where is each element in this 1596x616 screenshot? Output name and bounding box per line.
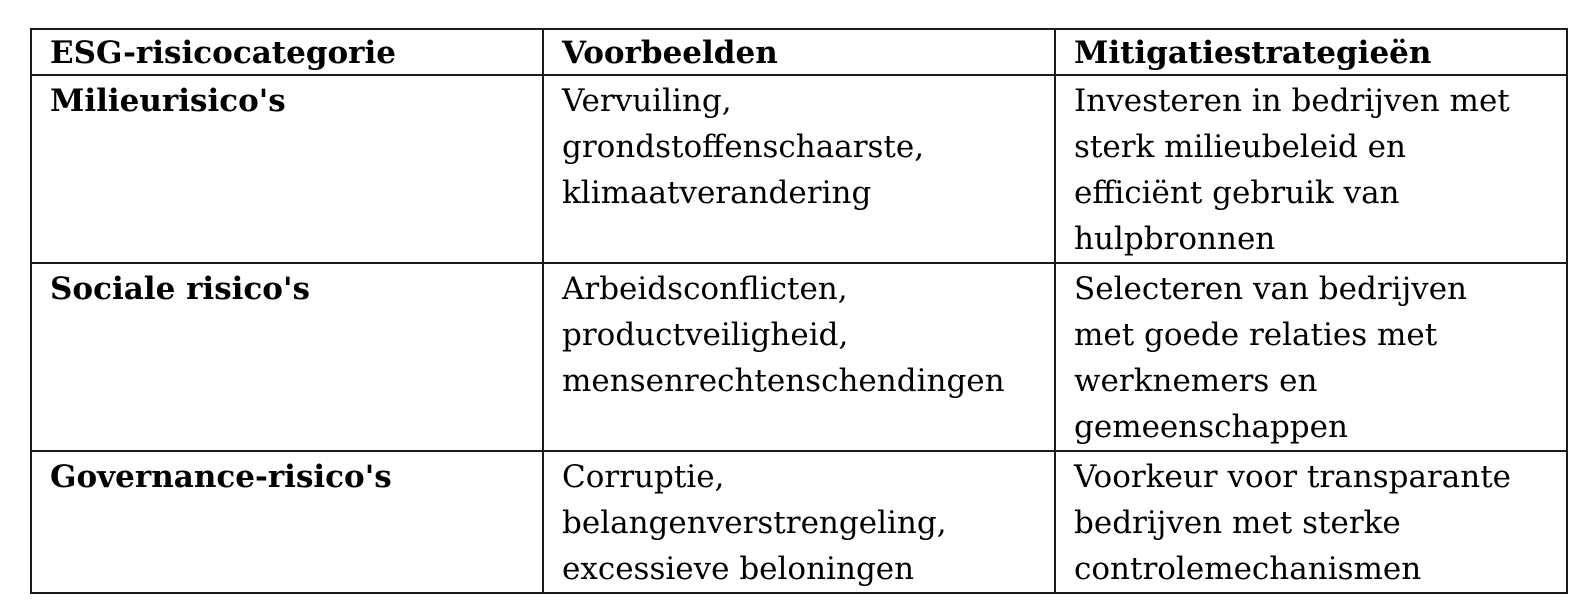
mitigation-line: Voorkeur voor transparante — [1074, 459, 1511, 495]
examples-line: mensenrechtenschendingen — [562, 363, 1005, 399]
row-mitigation — [1055, 75, 1567, 263]
mitigation-line: efficiënt gebruik van — [1074, 175, 1400, 211]
examples-line: Corruptie, — [562, 459, 725, 495]
mitigation-line: controlemechanismen — [1074, 551, 1422, 587]
row-examples — [543, 75, 1055, 263]
table-header-row — [31, 29, 1567, 75]
esg-risk-table — [30, 28, 1568, 594]
mitigation-line: sterk milieubeleid en — [1074, 129, 1406, 165]
examples-line: productveiligheid, — [562, 317, 849, 353]
column-header-mitigation: Mitigatiestrategieën — [1055, 29, 1567, 75]
mitigation-line: met goede relaties met — [1074, 317, 1438, 353]
table-row-social — [31, 263, 1567, 451]
mitigation-line: werknemers en — [1074, 363, 1318, 399]
column-header-examples: Voorbeelden — [543, 29, 1055, 75]
examples-line: Arbeidsconflicten, — [562, 271, 848, 307]
examples-line: belangenverstrengeling, — [562, 505, 947, 541]
table-row-governance — [31, 451, 1567, 593]
row-category: Governance-risico's — [31, 451, 543, 593]
mitigation-line: Investeren in bedrijven met — [1074, 83, 1510, 119]
row-mitigation — [1055, 451, 1567, 593]
examples-line: klimaatverandering — [562, 175, 872, 211]
table-row-environmental — [31, 75, 1567, 263]
mitigation-line: gemeenschappen — [1074, 409, 1348, 445]
row-category: Milieurisico's — [31, 75, 543, 263]
mitigation-line: hulpbronnen — [1074, 221, 1276, 257]
examples-line: Vervuiling, — [562, 83, 732, 119]
row-mitigation — [1055, 263, 1567, 451]
row-category: Sociale risico's — [31, 263, 543, 451]
mitigation-line: bedrijven met sterke — [1074, 505, 1401, 541]
examples-line: excessieve beloningen — [562, 551, 915, 587]
row-examples — [543, 451, 1055, 593]
column-header-category: ESG-risicocategorie — [31, 29, 543, 75]
row-examples — [543, 263, 1055, 451]
examples-line: grondstoffenschaarste, — [562, 129, 925, 165]
mitigation-line: Selecteren van bedrijven — [1074, 271, 1468, 307]
